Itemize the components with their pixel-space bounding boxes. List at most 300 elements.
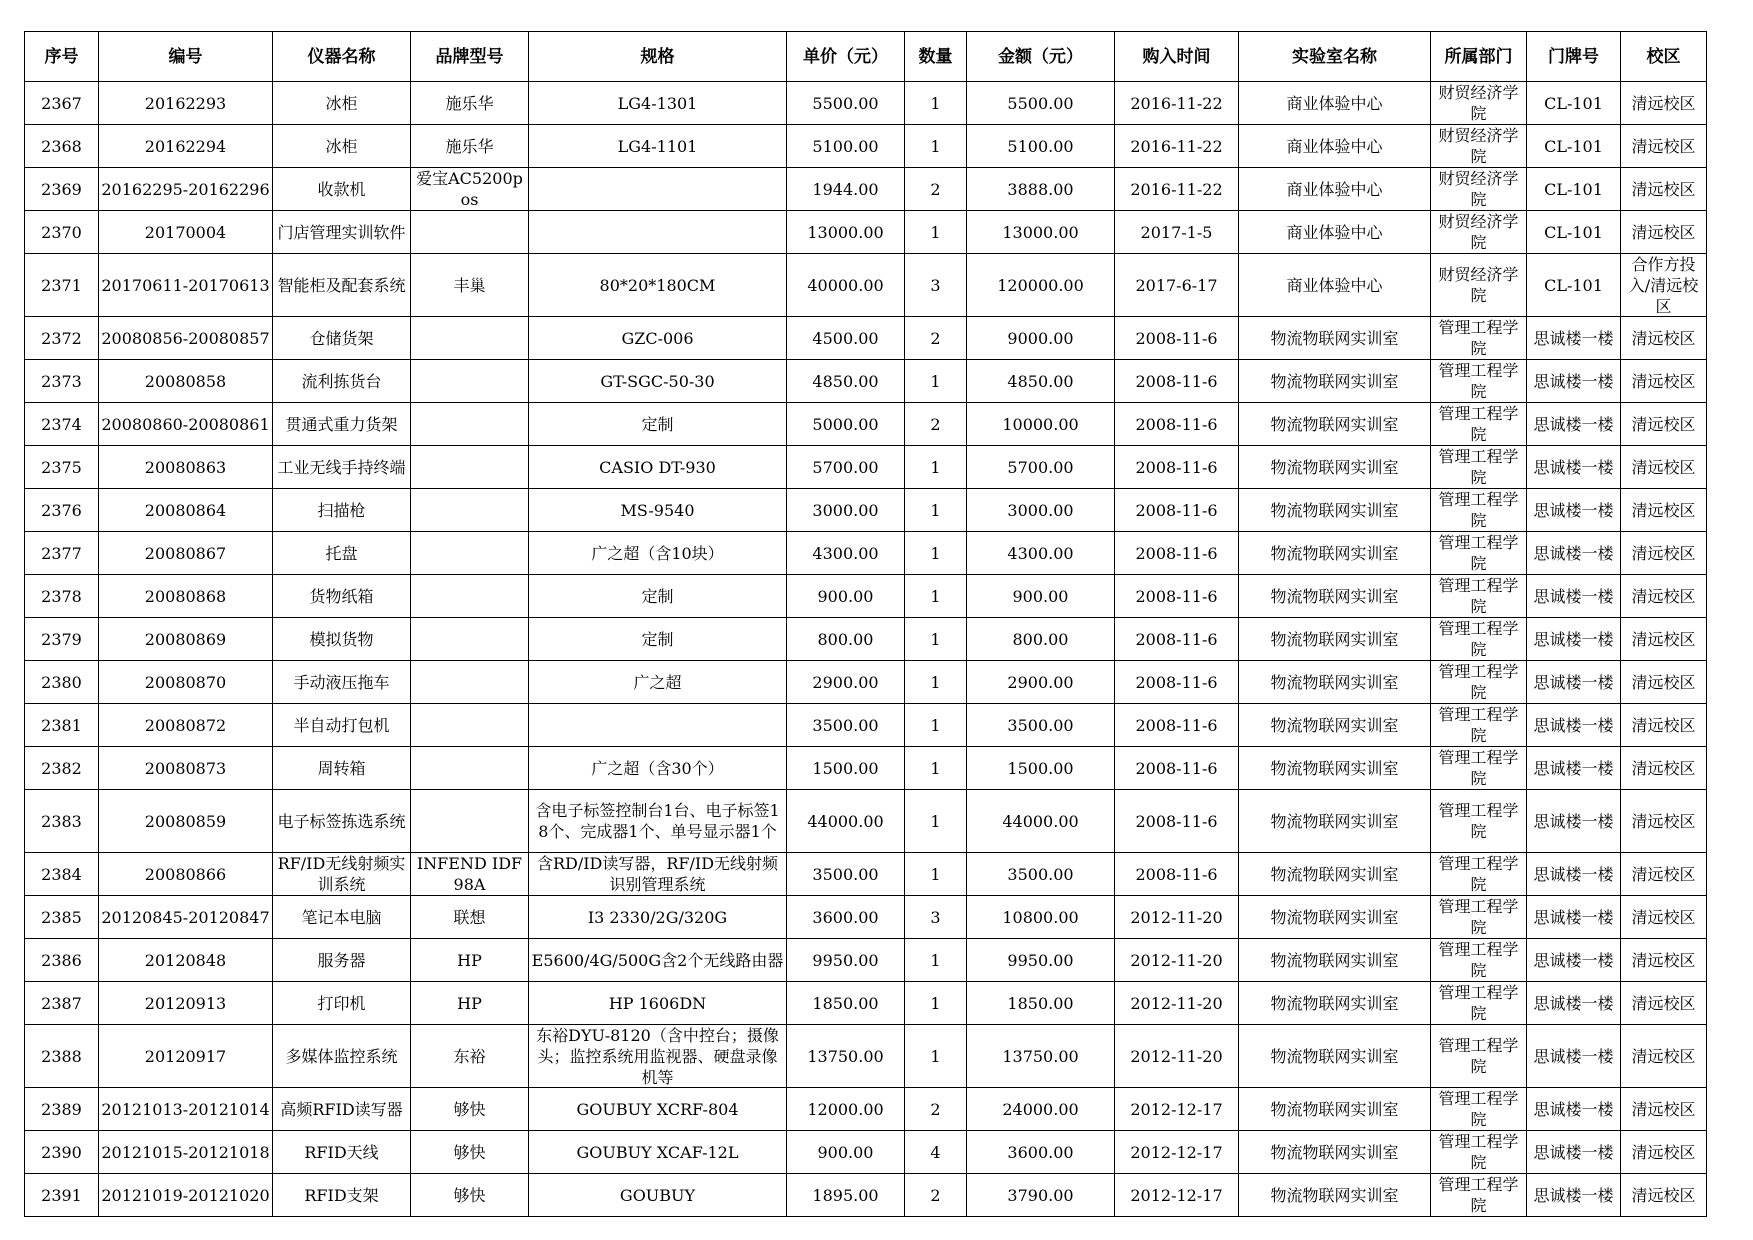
cell-campus [1621,360,1707,403]
cell-text: 思诚楼一楼 [1533,864,1614,884]
cell-unit-price [787,853,905,896]
cell-text: 思诚楼一楼 [1533,1185,1614,1205]
cell-text: 20120913 [144,993,227,1013]
cell-text: 2 [930,1099,941,1119]
cell-department [1431,1088,1527,1131]
cell-text: 1 [930,629,941,649]
cell-spec [529,704,787,747]
cell-asset-id [99,575,273,618]
col-header-lab-name: 实验室名称 [1239,32,1431,82]
cell-unit-price [787,1174,905,1217]
cell-campus [1621,532,1707,575]
cell-text: 20120848 [144,950,227,970]
cell-instrument-name [273,1131,411,1174]
cell-text: 商业体验中心 [1286,275,1383,295]
cell-purchase-date [1115,211,1239,254]
cell-amount [967,82,1115,125]
cell-brand-model [411,1131,529,1174]
cell-purchase-date [1115,254,1239,317]
cell-instrument-name [273,853,411,896]
cell-text: HP [457,993,482,1013]
cell-text: 定制 [641,629,674,649]
cell-unit-price [787,1025,905,1088]
cell-text: 管理工程学院 [1438,1132,1519,1172]
cell-amount [967,790,1115,853]
cell-room-number [1527,489,1621,532]
cell-text: 商业体验中心 [1286,222,1383,242]
cell-text: 2008-11-6 [1135,414,1218,434]
table-row [25,211,1707,254]
cell-instrument-name [273,618,411,661]
cell-text: 20120917 [144,1046,227,1066]
cell-text: 管理工程学院 [1438,404,1519,444]
cell-text: 财贸经济学院 [1438,212,1519,252]
cell-text: 80*20*180CM [599,275,716,295]
cell-text: I3 2330/2G/320G [587,907,728,927]
cell-text: 13000.00 [807,222,884,242]
cell-text: 9950.00 [1007,950,1074,970]
cell-brand-model [411,532,529,575]
cell-text: 2008-11-6 [1135,758,1218,778]
cell-text: 1 [930,811,941,831]
cell-lab-name [1239,317,1431,360]
cell-text: 24000.00 [1002,1099,1079,1119]
table-row [25,1174,1707,1217]
cell-text: 管理工程学院 [1438,619,1519,659]
cell-text: 2367 [41,93,82,113]
cell-room-number [1527,982,1621,1025]
cell-text: 财贸经济学院 [1438,169,1519,209]
cell-text: 托盘 [325,543,358,563]
cell-brand-model [411,317,529,360]
cell-serial [25,982,99,1025]
cell-room-number [1527,790,1621,853]
cell-brand-model [411,618,529,661]
cell-lab-name [1239,1174,1431,1217]
cell-text: 3000.00 [812,500,879,520]
cell-serial [25,575,99,618]
cell-text: 施乐华 [445,93,494,113]
cell-lab-name [1239,575,1431,618]
cell-text: 3600.00 [812,907,879,927]
cell-text: 管理工程学院 [1438,447,1519,487]
cell-text: 20080873 [144,758,227,778]
cell-text: 物流物联网实训室 [1270,993,1399,1013]
cell-text: 2008-11-6 [1135,715,1218,735]
cell-department [1431,939,1527,982]
cell-text: RFID天线 [304,1142,379,1162]
cell-brand-model [411,575,529,618]
cell-serial [25,489,99,532]
cell-text: 定制 [641,586,674,606]
cell-serial [25,254,99,317]
cell-text: 1 [930,1046,941,1066]
cell-quantity [905,446,967,489]
cell-text: LG4-1101 [617,136,698,156]
cell-text: 1850.00 [812,993,879,1013]
cell-lab-name [1239,168,1431,211]
cell-serial [25,853,99,896]
cell-text: 1895.00 [812,1185,879,1205]
cell-room-number [1527,168,1621,211]
cell-text: 2 [930,328,941,348]
cell-text: 物流物联网实训室 [1270,543,1399,563]
cell-text: 思诚楼一楼 [1533,715,1614,735]
col-header-quantity: 数量 [905,32,967,82]
cell-brand-model [411,1088,529,1131]
cell-text: 货物纸箱 [309,586,374,606]
cell-quantity [905,661,967,704]
cell-text: 够快 [453,1099,486,1119]
cell-department [1431,82,1527,125]
cell-text: 管理工程学院 [1438,897,1519,937]
cell-campus [1621,853,1707,896]
cell-text: 4850.00 [1007,371,1074,391]
table-row [25,618,1707,661]
cell-text: 思诚楼一楼 [1533,907,1614,927]
cell-text: 清远校区 [1631,758,1696,778]
cell-text: 2377 [41,543,82,563]
cell-serial [25,1088,99,1131]
cell-room-number [1527,575,1621,618]
cell-text: 3500.00 [1007,715,1074,735]
cell-text: 物流物联网实训室 [1270,414,1399,434]
table-row [25,403,1707,446]
cell-text: 2376 [41,500,82,520]
cell-quantity [905,747,967,790]
cell-lab-name [1239,1088,1431,1131]
cell-serial [25,661,99,704]
cell-text: 管理工程学院 [1438,801,1519,841]
cell-text: 4850.00 [812,371,879,391]
table-row [25,747,1707,790]
cell-spec [529,254,787,317]
cell-text: 爱宝AC5200pos [416,169,523,209]
cell-text: GOUBUY XCAF-12L [576,1142,739,1162]
cell-instrument-name [273,446,411,489]
cell-purchase-date [1115,360,1239,403]
cell-text: 思诚楼一楼 [1533,629,1614,649]
cell-text: 20120845-20120847 [101,907,270,927]
cell-lab-name [1239,661,1431,704]
cell-text: E5600/4G/500G含2个无线路由器 [531,950,784,970]
cell-serial [25,360,99,403]
cell-text: 清远校区 [1631,179,1696,199]
cell-unit-price [787,896,905,939]
cell-instrument-name [273,747,411,790]
cell-text: 够快 [453,1142,486,1162]
cell-spec [529,896,787,939]
cell-purchase-date [1115,618,1239,661]
cell-campus [1621,1025,1707,1088]
cell-text: 思诚楼一楼 [1533,414,1614,434]
cell-text: 20162293 [144,93,227,113]
cell-text: 电子标签拣选系统 [277,811,406,831]
cell-room-number [1527,747,1621,790]
cell-amount [967,1131,1115,1174]
col-header-unit-price: 单价（元） [787,32,905,82]
cell-text: 多媒体监控系统 [285,1046,398,1066]
cell-instrument-name [273,489,411,532]
cell-text: 施乐华 [445,136,494,156]
cell-asset-id [99,446,273,489]
cell-text: 1 [930,950,941,970]
cell-purchase-date [1115,168,1239,211]
cell-text: 物流物联网实训室 [1270,457,1399,477]
col-header-campus: 校区 [1621,32,1707,82]
cell-room-number [1527,360,1621,403]
cell-amount [967,403,1115,446]
cell-text: 10800.00 [1002,907,1079,927]
cell-text: HP 1606DN [608,993,707,1013]
cell-brand-model [411,489,529,532]
cell-department [1431,1131,1527,1174]
cell-text: 2008-11-6 [1135,586,1218,606]
cell-text: 2900.00 [812,672,879,692]
cell-text: 5700.00 [1007,457,1074,477]
cell-brand-model [411,254,529,317]
cell-text: CL-101 [1544,275,1603,295]
cell-asset-id [99,532,273,575]
cell-text: 1 [930,672,941,692]
cell-serial [25,896,99,939]
cell-unit-price [787,1131,905,1174]
cell-text: 管理工程学院 [1438,576,1519,616]
cell-text: 3600.00 [1007,1142,1074,1162]
cell-asset-id [99,254,273,317]
cell-serial [25,532,99,575]
cell-asset-id [99,317,273,360]
cell-text: 2379 [41,629,82,649]
cell-campus [1621,661,1707,704]
cell-text: 20170611-20170613 [101,275,270,295]
col-header-asset-id: 编号 [99,32,273,82]
cell-text: 20080869 [144,629,227,649]
cell-text: 东裕 [453,1046,486,1066]
cell-text: 13750.00 [807,1046,884,1066]
cell-text: 1 [930,715,941,735]
cell-room-number [1527,211,1621,254]
col-header-instrument-name: 仪器名称 [273,32,411,82]
cell-text: 联想 [453,907,486,927]
table-row [25,853,1707,896]
cell-text: 2368 [41,136,82,156]
cell-text: 2008-11-6 [1135,328,1218,348]
cell-department [1431,317,1527,360]
cell-unit-price [787,532,905,575]
col-header-room-number: 门牌号 [1527,32,1621,82]
cell-text: 2012-12-17 [1130,1142,1223,1162]
table-row [25,317,1707,360]
cell-text: 思诚楼一楼 [1533,457,1614,477]
cell-instrument-name [273,403,411,446]
cell-text: 物流物联网实训室 [1270,758,1399,778]
cell-unit-price [787,939,905,982]
cell-text: 贯通式重力货架 [285,414,398,434]
table-row [25,790,1707,853]
cell-text: 物流物联网实训室 [1270,586,1399,606]
cell-text: 思诚楼一楼 [1533,543,1614,563]
cell-quantity [905,317,967,360]
cell-department [1431,661,1527,704]
cell-amount [967,168,1115,211]
cell-text: 物流物联网实训室 [1270,672,1399,692]
cell-department [1431,360,1527,403]
cell-amount [967,532,1115,575]
cell-lab-name [1239,618,1431,661]
cell-instrument-name [273,211,411,254]
cell-text: 财贸经济学院 [1438,265,1519,305]
cell-text: LG4-1301 [617,93,698,113]
cell-text: 2383 [41,811,82,831]
cell-spec [529,661,787,704]
cell-text: 2386 [41,950,82,970]
cell-brand-model [411,211,529,254]
cell-text: 2390 [41,1142,82,1162]
cell-text: 2382 [41,758,82,778]
cell-text: 清远校区 [1631,1185,1696,1205]
cell-text: 清远校区 [1631,1046,1696,1066]
cell-room-number [1527,896,1621,939]
cell-amount [967,317,1115,360]
cell-text: 2012-11-20 [1130,993,1223,1013]
cell-text: 财贸经济学院 [1438,126,1519,166]
cell-amount [967,1088,1115,1131]
cell-text: 20080866 [144,864,227,884]
col-header-brand-model: 品牌型号 [411,32,529,82]
cell-text: GZC-006 [621,328,694,348]
cell-text: 广之超（含30个） [591,758,724,778]
cell-text: 1 [930,586,941,606]
cell-serial [25,211,99,254]
cell-text: 清远校区 [1631,328,1696,348]
cell-unit-price [787,360,905,403]
cell-text: 13000.00 [1002,222,1079,242]
cell-department [1431,1025,1527,1088]
cell-asset-id [99,82,273,125]
cell-text: GT-SGC-50-30 [600,371,715,391]
cell-text: 2374 [41,414,82,434]
cell-lab-name [1239,747,1431,790]
cell-purchase-date [1115,853,1239,896]
cell-brand-model [411,1025,529,1088]
cell-room-number [1527,317,1621,360]
cell-asset-id [99,747,273,790]
cell-text: 2391 [41,1185,82,1205]
cell-text: 1944.00 [812,179,879,199]
cell-text: 门店管理实训软件 [277,222,406,242]
cell-text: 1 [930,371,941,391]
cell-quantity [905,360,967,403]
cell-text: 1 [930,758,941,778]
cell-text: 广之超 [633,672,682,692]
cell-text: 思诚楼一楼 [1533,993,1614,1013]
cell-spec [529,403,787,446]
cell-purchase-date [1115,790,1239,853]
cell-text: 工业无线手持终端 [277,457,406,477]
cell-serial [25,618,99,661]
cell-spec [529,575,787,618]
cell-text: 清远校区 [1631,457,1696,477]
cell-unit-price [787,125,905,168]
cell-text: 20162294 [144,136,227,156]
cell-amount [967,618,1115,661]
cell-instrument-name [273,704,411,747]
cell-text: 物流物联网实训室 [1270,864,1399,884]
cell-amount [967,661,1115,704]
cell-amount [967,747,1115,790]
cell-purchase-date [1115,1088,1239,1131]
cell-text: 笔记本电脑 [301,907,382,927]
cell-purchase-date [1115,661,1239,704]
cell-spec [529,532,787,575]
cell-text: 40000.00 [807,275,884,295]
cell-brand-model [411,1174,529,1217]
cell-text: 广之超（含10块） [591,543,724,563]
cell-asset-id [99,661,273,704]
cell-lab-name [1239,939,1431,982]
cell-campus [1621,1088,1707,1131]
cell-text: 清远校区 [1631,1142,1696,1162]
cell-text: 思诚楼一楼 [1533,672,1614,692]
cell-campus [1621,896,1707,939]
cell-campus [1621,168,1707,211]
cell-unit-price [787,254,905,317]
cell-text: 2008-11-6 [1135,371,1218,391]
cell-text: 1850.00 [1007,993,1074,1013]
cell-text: 1 [930,543,941,563]
cell-room-number [1527,853,1621,896]
cell-text: RF/ID无线射频实训系统 [277,854,406,894]
cell-spec [529,1088,787,1131]
cell-text: CL-101 [1544,179,1603,199]
cell-quantity [905,1088,967,1131]
cell-text: HP [457,950,482,970]
cell-purchase-date [1115,575,1239,618]
cell-instrument-name [273,939,411,982]
table-header-row [25,32,1707,82]
cell-asset-id [99,704,273,747]
cell-text: 4300.00 [1007,543,1074,563]
cell-campus [1621,254,1707,317]
cell-unit-price [787,211,905,254]
cell-campus [1621,82,1707,125]
cell-text: 管理工程学院 [1438,854,1519,894]
cell-text: 清远校区 [1631,811,1696,831]
cell-brand-model [411,661,529,704]
cell-spec [529,982,787,1025]
cell-text: 1500.00 [812,758,879,778]
cell-text: 管理工程学院 [1438,983,1519,1023]
cell-text: 12000.00 [807,1099,884,1119]
cell-text: 物流物联网实训室 [1270,629,1399,649]
cell-purchase-date [1115,1174,1239,1217]
cell-text: 2373 [41,371,82,391]
table-row [25,1025,1707,1088]
cell-serial [25,403,99,446]
cell-amount [967,489,1115,532]
cell-text: 2012-11-20 [1130,950,1223,970]
cell-unit-price [787,747,905,790]
cell-campus [1621,125,1707,168]
cell-text: 2012-12-17 [1130,1185,1223,1205]
cell-text: 3500.00 [812,715,879,735]
cell-text: 含电子标签控制台1台、电子标签18个、完成器1个、单号显示器1个 [535,801,780,841]
cell-purchase-date [1115,1025,1239,1088]
cell-brand-model [411,82,529,125]
cell-quantity [905,982,967,1025]
cell-serial [25,1131,99,1174]
